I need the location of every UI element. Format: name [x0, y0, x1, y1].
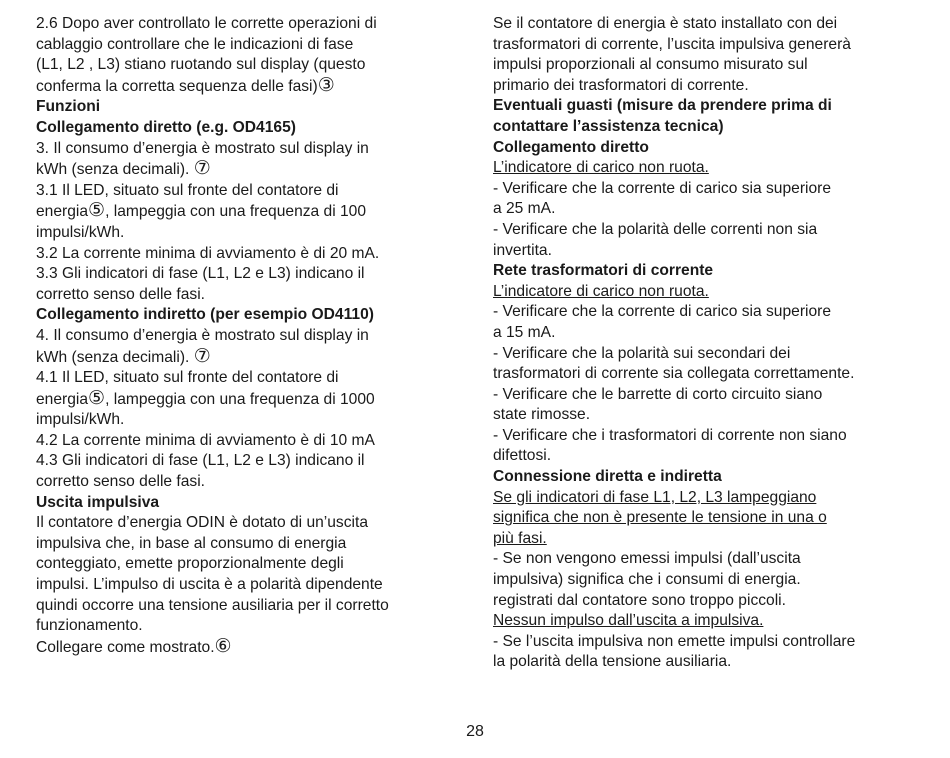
- line-text: Collegamento diretto (e.g. OD4165): [36, 118, 296, 136]
- line-text: quindi occorre una tensione ausiliaria per il corretto: [36, 596, 389, 614]
- line-text: kWh (senza decimali).: [36, 161, 194, 179]
- circled-number: ③: [317, 74, 335, 96]
- text-line: [493, 405, 933, 426]
- text-line: [493, 570, 933, 591]
- text-line: [36, 55, 446, 76]
- line-text: contattare l’assistenza tecnica): [493, 117, 724, 135]
- line-text: a 25 mA.: [493, 200, 556, 218]
- line-text: trasformatori di corrente sia collegata correttamente.: [493, 365, 855, 383]
- text-line: [493, 426, 933, 447]
- section-heading: [493, 261, 933, 282]
- line-text: 4. Il consumo d’energia è mostrato sul display in: [36, 326, 369, 344]
- line-text: kWh (senza decimali).: [36, 348, 194, 366]
- text-line: [493, 652, 933, 673]
- text-line: [36, 575, 446, 596]
- text-line: [36, 431, 446, 452]
- text-line: [36, 181, 446, 202]
- text-line: [36, 513, 446, 534]
- line-text: Nessun impulso dall’uscita a impulsiva.: [493, 612, 764, 630]
- text-line: [36, 14, 446, 35]
- section-heading: [493, 138, 933, 159]
- text-line: [493, 179, 933, 200]
- text-line: [36, 139, 446, 160]
- text-line: [493, 632, 933, 653]
- line-text: - Verificare che la polarità delle correnti non sia: [493, 220, 818, 238]
- text-line: [36, 637, 446, 659]
- left-column: [36, 14, 446, 658]
- line-text: - Se non vengono emessi impulsi (dall’uscita: [493, 550, 801, 568]
- text-line: [493, 364, 933, 385]
- line-text: conferma la corretta sequenza delle fasi): [36, 77, 318, 95]
- line-text: Uscita impulsiva: [36, 493, 160, 511]
- line-text: Rete trasformatori di corrente: [493, 262, 714, 280]
- line-text: - Verificare che la corrente di carico sia superiore: [493, 303, 832, 321]
- text-line: [493, 158, 933, 179]
- line-text: Connessione diretta e indiretta: [493, 468, 722, 486]
- line-text: 4.2 La corrente minima di avviamento è di 10 mA: [36, 431, 375, 449]
- text-line: [36, 389, 446, 411]
- line-text: Se il contatore di energia è stato installato con dei: [493, 15, 838, 32]
- line-text: L’indicatore di carico non ruota.: [493, 159, 709, 177]
- circled-number: ⑥: [214, 635, 232, 657]
- line-text: significa che non è presente le tensione in una o: [493, 509, 827, 527]
- text-line: [36, 285, 446, 306]
- line-text: - Verificare che la corrente di carico sia superiore: [493, 179, 832, 197]
- line-text: 4.1 Il LED, situato sul fronte del contatore di: [36, 369, 339, 387]
- line-text: 3.1 Il LED, situato sul fronte del contatore di: [36, 181, 339, 199]
- line-text: primario dei trasformatori di corrente.: [493, 76, 749, 94]
- line-text: L’indicatore di carico non ruota.: [493, 282, 709, 300]
- line-text: impulsi. L’impulso di uscita è a polarità dipendente: [36, 576, 383, 594]
- text-line: [36, 326, 446, 347]
- line-text: 4.3 Gli indicatori di fase (L1, L2 e L3) indicano il: [36, 452, 365, 470]
- text-line: [493, 611, 933, 632]
- text-line: [493, 323, 933, 344]
- line-text: impulsiva che, in base al consumo di energia: [36, 534, 347, 552]
- section-heading: [493, 117, 933, 138]
- text-line: [493, 549, 933, 570]
- section-heading: [36, 305, 446, 326]
- line-text: state rimosse.: [493, 406, 591, 424]
- text-line: [493, 220, 933, 241]
- text-line: [36, 35, 446, 56]
- section-heading: [493, 96, 933, 117]
- circled-number: ⑦: [193, 158, 211, 180]
- line-text: difettosi.: [493, 447, 552, 465]
- text-line: [36, 76, 446, 98]
- text-line: [36, 368, 446, 389]
- text-line: [36, 159, 446, 181]
- text-line: [36, 347, 446, 369]
- line-text: corretto senso delle fasi.: [36, 285, 206, 303]
- section-heading: [36, 97, 446, 118]
- line-text: corretto senso delle fasi.: [36, 473, 206, 491]
- line-text-after: , lampeggia con una frequenza di 1000: [105, 390, 375, 408]
- text-line: [36, 472, 446, 493]
- line-text: registrati dal contatore sono troppo piccoli.: [493, 591, 786, 609]
- text-line: [493, 55, 933, 76]
- section-heading: [36, 493, 446, 514]
- text-line: [493, 446, 933, 467]
- line-text: la polarità della tensione ausiliaria.: [493, 653, 732, 671]
- line-text: conteggiato, emette proporzionalmente degli: [36, 555, 344, 573]
- text-line: [493, 35, 933, 56]
- text-line: [493, 385, 933, 406]
- text-line: [493, 76, 933, 97]
- line-text: cablaggio controllare che le indicazioni di fase: [36, 35, 354, 53]
- text-line: [493, 508, 933, 529]
- text-line: [36, 534, 446, 555]
- line-text: 3. Il consumo d’energia è mostrato sul display in: [36, 139, 369, 157]
- line-text: invertita.: [493, 241, 552, 259]
- line-text: Eventuali guasti (misure da prendere prima di: [493, 97, 832, 115]
- text-line: [36, 451, 446, 472]
- circled-number: ⑦: [193, 345, 211, 367]
- line-text: 3.3 Gli indicatori di fase (L1, L2 e L3) indicano il: [36, 265, 365, 283]
- line-text-after: , lampeggia con una frequenza di 100: [105, 203, 367, 221]
- line-text: impulsi/kWh.: [36, 411, 125, 429]
- text-line: [493, 591, 933, 612]
- section-heading: [36, 118, 446, 139]
- text-line: [36, 596, 446, 617]
- text-line: [36, 616, 446, 637]
- line-text: trasformatori di corrente, l’uscita impulsiva genererà: [493, 35, 851, 53]
- line-text: (L1, L2 , L3) stiano ruotando sul display (questo: [36, 56, 366, 74]
- text-line: [36, 244, 446, 265]
- text-line: [36, 264, 446, 285]
- line-text: Funzioni: [36, 98, 101, 116]
- line-text: - Verificare che la polarità sui secondari dei: [493, 344, 791, 362]
- line-text: energia: [36, 203, 89, 221]
- text-line: [493, 241, 933, 262]
- section-heading: [493, 467, 933, 488]
- text-line: [36, 201, 446, 223]
- line-text: Se gli indicatori di fase L1, L2, L3 lampeggiano: [493, 488, 817, 506]
- text-line: [36, 554, 446, 575]
- text-line: [493, 199, 933, 220]
- line-text: - Se l’uscita impulsiva non emette impulsi controllare: [493, 632, 856, 650]
- line-text: 2.6 Dopo aver controllato le corrette operazioni di: [36, 15, 377, 32]
- line-text: 3.2 La corrente minima di avviamento è di 20 mA.: [36, 244, 380, 262]
- text-line: [493, 344, 933, 365]
- right-column: [493, 14, 933, 673]
- text-line: [493, 302, 933, 323]
- text-line: [36, 223, 446, 244]
- line-text: più fasi.: [493, 529, 547, 547]
- circled-number: ⑤: [88, 200, 106, 222]
- line-text: Collegamento diretto: [493, 138, 649, 156]
- page-number: 28: [466, 723, 484, 740]
- line-text: impulsi/kWh.: [36, 223, 125, 241]
- text-line: [493, 282, 933, 303]
- line-text: funzionamento.: [36, 617, 143, 635]
- text-line: [493, 14, 933, 35]
- line-text: Collegamento indiretto (per esempio OD4110): [36, 306, 374, 324]
- line-text: impulsi proporzionali al consumo misurato sul: [493, 56, 808, 74]
- line-text: impulsiva) significa che i consumi di energia.: [493, 571, 801, 589]
- text-line: [493, 529, 933, 550]
- line-text: a 15 mA.: [493, 323, 556, 341]
- line-text: Il contatore d’energia ODIN è dotato di un’uscita: [36, 514, 368, 532]
- circled-number: ⑤: [88, 387, 106, 409]
- text-line: [36, 410, 446, 431]
- line-text: Collegare come mostrato.: [36, 638, 215, 656]
- line-text: energia: [36, 390, 89, 408]
- text-line: [493, 488, 933, 509]
- line-text: - Verificare che le barrette di corto circuito siano: [493, 385, 823, 403]
- line-text: - Verificare che i trasformatori di corrente non siano: [493, 426, 847, 444]
